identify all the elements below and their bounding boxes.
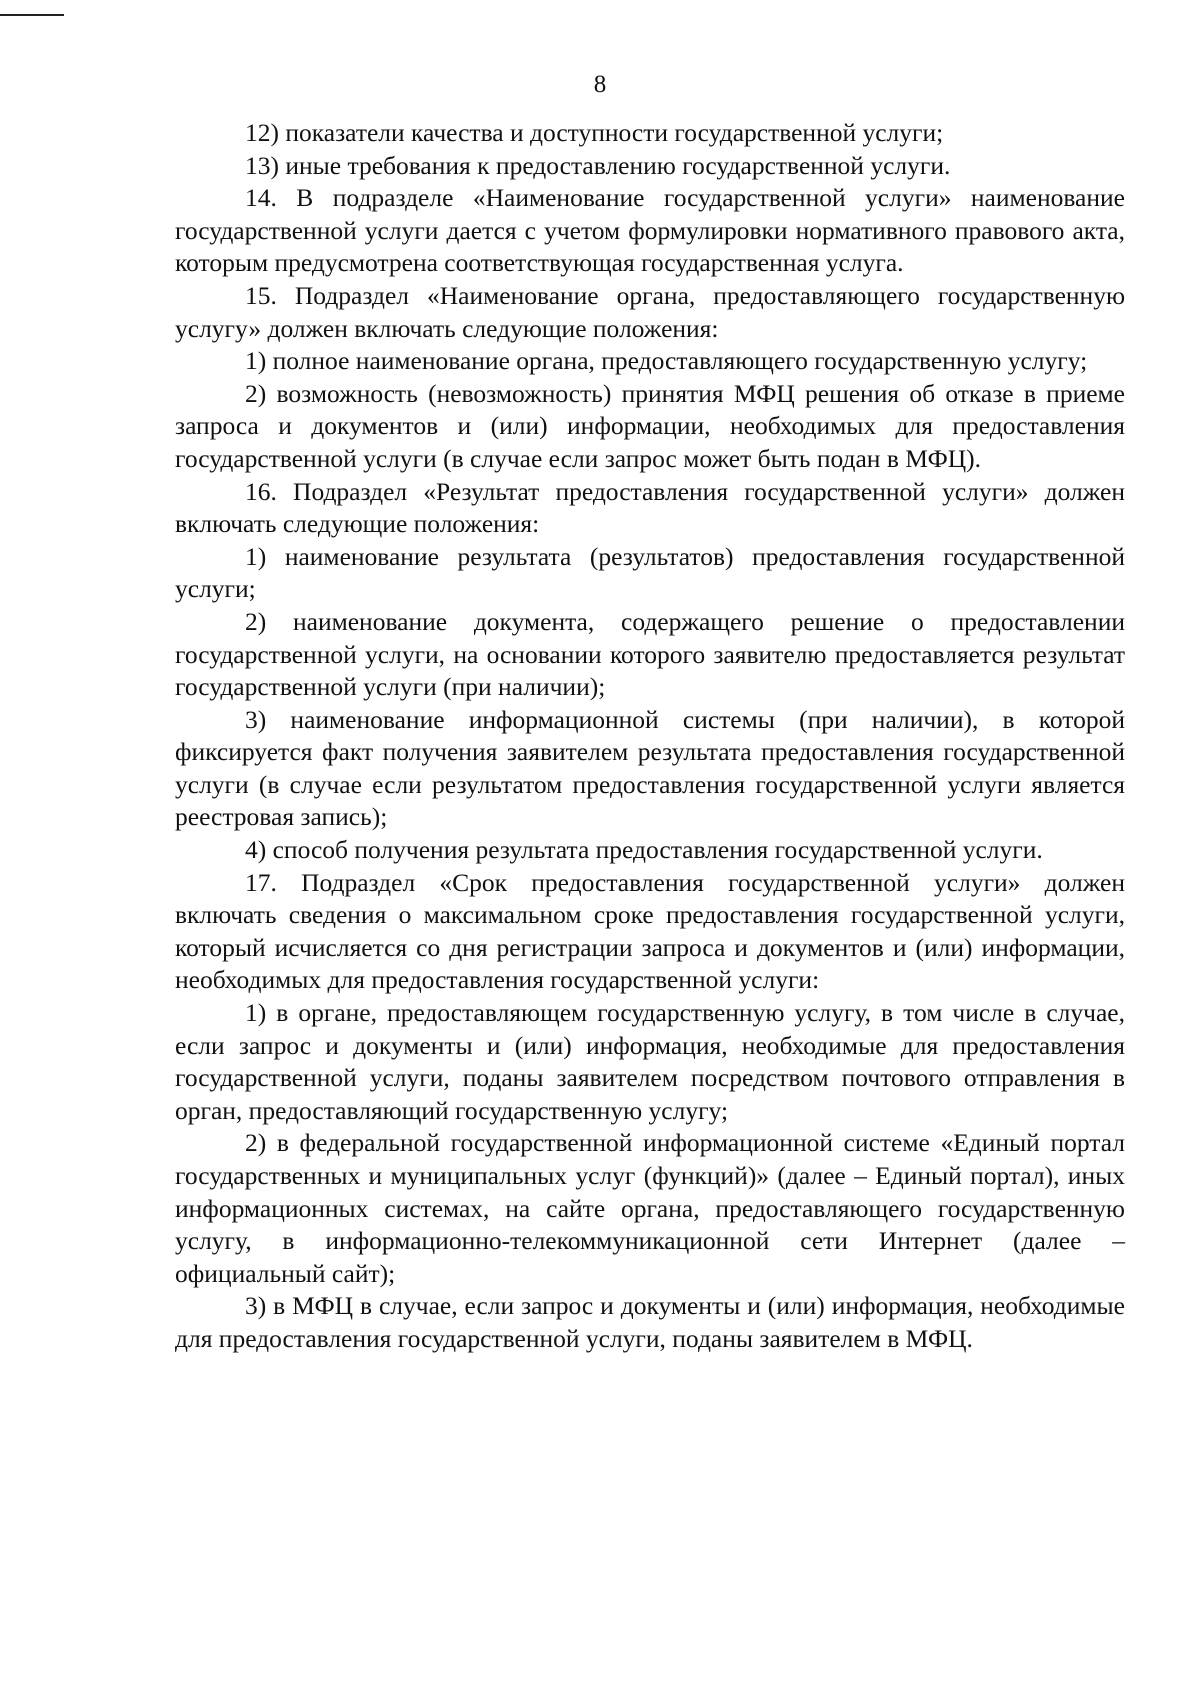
paragraph-17-item-3: 3) в МФЦ в случае, если запрос и документы и (или) информация, необходимые для предоставления государственной услуги, поданы заявителем в МФЦ. (175, 1291, 1125, 1353)
paragraph-17-item-2: 2) в федеральной государственной информационной системе «Единый портал государственных и муниципальных услуг (функций)» (далее – Единый портал), иных информационных системах, на сайте органа, предоставляющего государственную услугу, в информационно-телекоммуникационной сети Интернет (далее – официальный сайт); (175, 1128, 1125, 1288)
paragraph-17-item-1: 1) в органе, предоставляющем государственную услугу, в том числе в случае, если запрос и документы и (или) информация, необходимые для предоставления государственной услуги, поданы заявителем посредством почтового отправления в орган, предоставляющий государственную услугу; (175, 998, 1125, 1125)
paragraph-section-17: 17. Подраздел «Срок предоставления государственной услуги» должен включать сведения о максимальном сроке предоставления государственной услуги, который исчисляется со дня регистрации запроса и документов и (или) информации, необходимых для предоставления государственной услуги: (175, 867, 1125, 995)
paragraph-section-14: 14. В подразделе «Наименование государственной услуги» наименование государственной услуги дается с учетом формулировки нормативного правового акта, которым предусмотрена соответствующая государственная услуга. (175, 183, 1125, 278)
paragraph-item-12: 12) показатели качества и доступности государственной услуги; (245, 118, 944, 147)
paragraph-item-13: 13) иные требования к предоставлению государственной услуги. (245, 150, 951, 180)
paragraph-section-15: 15. Подраздел «Наименование органа, предоставляющего государственную услугу» должен включать следующие положения: (175, 280, 1125, 343)
page-number: 8 (593, 71, 607, 98)
document-body (175, 117, 1125, 1356)
paragraph-section-16: 16. Подраздел «Результат предоставления государственной услуги» должен включать следующие положения: (175, 476, 1125, 539)
paragraph-16-item-2: 2) наименование документа, содержащего решение о предоставлении государственной услуги, на основании которого заявителю предоставляется результат государственной услуги (при наличии); (175, 606, 1125, 702)
paragraph-16-item-3: 3) наименование информационной системы (при наличии), в которой фиксируется факт получения заявителем результата предоставления государственной услуги (в случае если результатом предоставления государственной услуги является реестровая запись); (175, 704, 1125, 832)
paragraph-15-item-2: 2) возможность (невозможность) принятия МФЦ решения об отказе в приеме запроса и документов и (или) информации, необходимых для предоставления государственной услуги (в случае если запрос может быть подан в МФЦ). (175, 378, 1125, 473)
paragraph-15-item-1: 1) полное наименование органа, предоставляющего государственную услугу; (245, 346, 1088, 376)
paragraph-16-item-4: 4) способ получения результата предоставления государственной услуги. (245, 835, 1043, 865)
scan-edge-mark (0, 14, 64, 16)
paragraph-16-item-1: 1) наименование результата (результатов) предоставления государственной услуги; (175, 541, 1125, 604)
